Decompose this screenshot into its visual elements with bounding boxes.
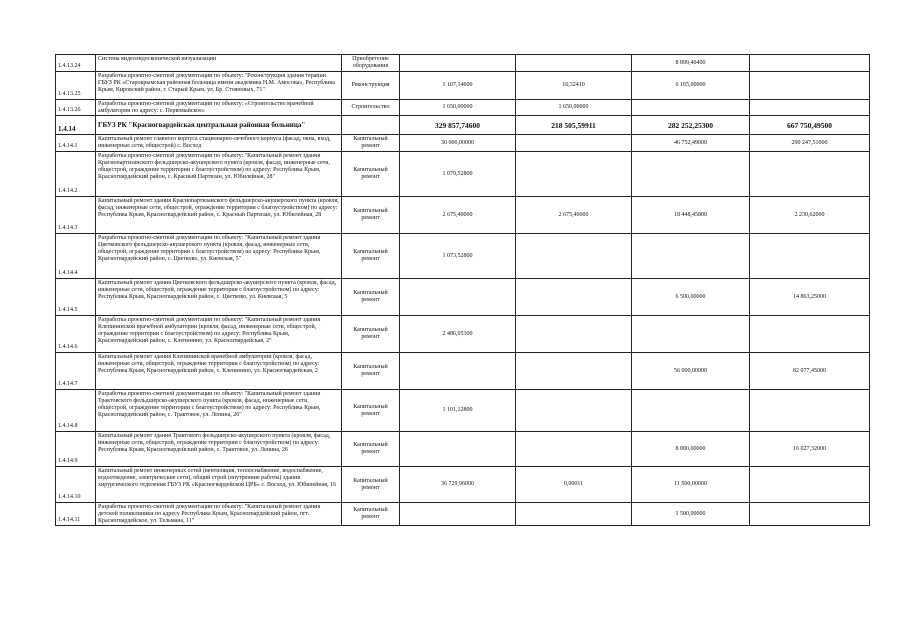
amount-col4: 667 750,49500 [750, 116, 870, 135]
amount-col3 [632, 152, 750, 197]
row-code: 1.4.14.2 [56, 152, 96, 197]
amount-col3 [632, 316, 750, 353]
amount-col2 [516, 135, 632, 152]
amount-col1: 2 486,05300 [400, 316, 516, 353]
work-category: Капитальный ремонт [342, 503, 400, 526]
row-description: Капитальный ремонт здания Трактового фельдшерско-акушерского пункта (кровля, фасад, инженерные сети, общестрой, ограждение территории с благоустройством) по адресу: Республика Крым, Красногвардейский район, с. Трактовое, ул. Ленина, 26 [96, 432, 342, 467]
amount-col3: 6 165,00000 [632, 72, 750, 100]
amount-col3: 18 448,45800 [632, 197, 750, 234]
amount-col1 [400, 55, 516, 72]
amount-col4 [750, 390, 870, 432]
amount-col1: 2 675,40000 [400, 197, 516, 234]
table-row [56, 467, 870, 503]
table-row [56, 72, 870, 100]
amount-col2 [516, 432, 632, 467]
amount-col3: 8 899,40400 [632, 55, 750, 72]
row-description: Капитальный ремонт главного корпуса стационарно-лечебного корпуса (фасад, окна, вход, инженерные сети, общестрой) с. Восход [96, 135, 342, 152]
amount-col4 [750, 152, 870, 197]
amount-col4: 2 230,62000 [750, 197, 870, 234]
amount-col4 [750, 100, 870, 116]
amount-col2 [516, 55, 632, 72]
amount-col2: 16,32410 [516, 72, 632, 100]
amount-col2: 0,00011 [516, 467, 632, 503]
table-row [56, 55, 870, 72]
amount-col3 [632, 100, 750, 116]
amount-col2 [516, 353, 632, 390]
amount-col3: 6 500,00000 [632, 279, 750, 316]
row-code: 1.4.14.11 [56, 503, 96, 526]
amount-col4 [750, 467, 870, 503]
amount-col4: 16 027,32000 [750, 432, 870, 467]
row-code: 1.4.13.24 [56, 55, 96, 72]
work-category: Капитальный ремонт [342, 467, 400, 503]
amount-col2 [516, 152, 632, 197]
row-description: Капитальный ремонт здания Цветковского фельдшерско-акушерского пункта (кровля, фасад, инженерные сети, общестрой, ограждение территории с благоустройством) по адресу: Республика Крым, Красногвардейский район, с. Цветково, ул. Киевская, 5 [96, 279, 342, 316]
amount-col4: 82 077,45000 [750, 353, 870, 390]
row-code: 1.4.14.4 [56, 234, 96, 279]
work-category: Капитальный ремонт [342, 135, 400, 152]
work-category: Капитальный ремонт [342, 234, 400, 279]
table-row [56, 503, 870, 526]
amount-col3: 1 500,00000 [632, 503, 750, 526]
amount-col4 [750, 55, 870, 72]
amount-col4 [750, 503, 870, 526]
row-description: Капитальный ремонт здания Краснопартизанского фельдшерско-акушерского пункта (кровля, фасад, инженерные сети, общестрой, ограждение территории с благоустройством) по адресу: Республика Крым, Красногвардейский район, с. Красный Партизан, ул. Юбилейная, 28 [96, 197, 342, 234]
amount-col2 [516, 503, 632, 526]
work-category: Капитальный ремонт [342, 197, 400, 234]
row-code: 1.4.14.6 [56, 316, 96, 353]
row-description: Капитальный ремонт здания Клепининской врачебной амбулатории (кровля, фасад, инженерные сети, общестрой, ограждение территории с благоустройством) по адресу: Республика Крым, Красногвардейский район, с. Клепинино, ул. Красногвардейская, 2 [96, 353, 342, 390]
amount-col3: 46 752,49000 [632, 135, 750, 152]
row-description: Разработка проектно-сметной документации по объекту: "Капитальный ремонт здания детской поликлиники по адресу Республика Крым, Красногвардейский район, пгт. Красногвардейское, ул. Тельмана, 11" [96, 503, 342, 526]
amount-col1: 30 000,00000 [400, 135, 516, 152]
amount-col2: 2 675,40000 [516, 197, 632, 234]
row-description: Разработка проектно-сметной документации по объекту: "Капитальный ремонт здания Клепининской врачебной амбулатории (кровля, фасад, инженерные сети, общестрой, ограждение территории с благоустройством) по адресу: Республика Крым, Красногвардейский район, с. Клепинино, ул. Красногвардейская, 2" [96, 316, 342, 353]
amount-col4 [750, 316, 870, 353]
work-category: Капитальный ремонт [342, 316, 400, 353]
row-description: Разработка проектно-сметной документации по объекту: "Капитальный ремонт здания Трактовского фельдшерско-акушерского пункта (кровля, фасад, инженерные сети, общестрой, ограждение территории с благоустройством) по адресу: Республика Крым, Красногвардейский район, с. Трактовое, ул. Ленина, 26" [96, 390, 342, 432]
row-code: 1.4.14.7 [56, 353, 96, 390]
amount-col2: 1 650,00000 [516, 100, 632, 116]
amount-col1: 1 079,52800 [400, 152, 516, 197]
work-category: Капитальный ремонт [342, 279, 400, 316]
work-category: Капитальный ремонт [342, 353, 400, 390]
amount-col3: 8 000,00000 [632, 432, 750, 467]
work-category [342, 116, 400, 135]
row-code: 1.4.13.25 [56, 72, 96, 100]
row-description: Разработка проектно-сметной документации по объекту: "Реконструкция здания терапии ГБУЗ РК «Старокрымская районная больница имени академика Н.М. Амосова», Республика Крым, Кировский район, г. Старый Крым, ул. Бр. Стояновых, 71" [96, 72, 342, 100]
amount-col2 [516, 316, 632, 353]
amount-col4: 14 863,25000 [750, 279, 870, 316]
table-row [56, 100, 870, 116]
amount-col4 [750, 234, 870, 279]
row-code: 1.4.14.10 [56, 467, 96, 503]
amount-col1: 1 073,52800 [400, 234, 516, 279]
work-category: Капитальный ремонт [342, 390, 400, 432]
row-code: 1.4.14.5 [56, 279, 96, 316]
work-category: Приобретение оборудования [342, 55, 400, 72]
amount-col3: 11 500,00000 [632, 467, 750, 503]
amount-col1 [400, 503, 516, 526]
amount-col1 [400, 353, 516, 390]
amount-col1 [400, 432, 516, 467]
row-code: 1.4.14.8 [56, 390, 96, 432]
table-row [56, 197, 870, 234]
amount-col3: 282 252,25300 [632, 116, 750, 135]
amount-col2 [516, 234, 632, 279]
amount-col4 [750, 72, 870, 100]
amount-col1: 1 650,00000 [400, 100, 516, 116]
amount-col3 [632, 390, 750, 432]
row-description: Разработка проектно-сметной документации по объекту: "Капитальный ремонт здания Краснопартизанского фельдшерско-акушерского пункта (кровля, фасад, инженерные сети, общестрой, ограждение территории с благоустройством) по адресу: Республика Крым, Красногвардейский район, с. Красный Партизан, ул. Юбилейная, 28" [96, 152, 342, 197]
amount-col1: 36 729,96000 [400, 467, 516, 503]
table-row [56, 135, 870, 152]
row-code: 1.4.14.3 [56, 197, 96, 234]
table-row [56, 152, 870, 197]
row-description: Разработка проектно-сметной документации по объекту: «Строительство врачебной амбулатории по адресу: с. Первомайское» [96, 100, 342, 116]
row-description: Разработка проектно-сметной документации по объекту: "Капитальный ремонт здания Цветковского фельдшерско-акушерского пункта (кровля, фасад, инженерные сети, общестрой, ограждение территории с благоустройством) по адресу: Республика Крым, Красногвардейский район, с. Цветково, ул. Киевская, 5" [96, 234, 342, 279]
amount-col2 [516, 279, 632, 316]
row-code: 1.4.14.1 [56, 135, 96, 152]
amount-col1: 1 101,12800 [400, 390, 516, 432]
organization-name: ГБУЗ РК "Красногвардейская центральная районная больница" [96, 116, 342, 135]
amount-col3 [632, 234, 750, 279]
work-category: Реконструкция [342, 72, 400, 100]
table-row [56, 234, 870, 279]
amount-col3: 56 000,00000 [632, 353, 750, 390]
amount-col2 [516, 390, 632, 432]
work-category: Капитальный ремонт [342, 152, 400, 197]
amount-col4: 290 247,51000 [750, 135, 870, 152]
work-category: Капитальный ремонт [342, 432, 400, 467]
row-code: 1.4.14.9 [56, 432, 96, 467]
table-row [56, 432, 870, 467]
row-description: Капитальный ремонт инженерных сетей (вентиляция, теплоснабжение, водоснабжение, водоотведение, электрические сети), общий строй (внутренние работы) здания хирургического отделения ГБУЗ РК «Красногвардейской ЦРБ» с. Восход, ул. Юбилейная, 16 [96, 467, 342, 503]
table-row [56, 390, 870, 432]
row-description: Система видеоэндоскопической визуализации [96, 55, 342, 72]
amount-col2: 218 505,59911 [516, 116, 632, 135]
amount-col1: 329 857,74600 [400, 116, 516, 135]
row-code: 1.4.13.26 [56, 100, 96, 116]
table-row [56, 353, 870, 390]
organization-row [56, 116, 870, 135]
budget-table [55, 54, 870, 526]
row-code: 1.4.14 [56, 116, 96, 135]
work-category: Строительство [342, 100, 400, 116]
table-row [56, 279, 870, 316]
table-row [56, 316, 870, 353]
amount-col1: 1 107,14600 [400, 72, 516, 100]
amount-col1 [400, 279, 516, 316]
